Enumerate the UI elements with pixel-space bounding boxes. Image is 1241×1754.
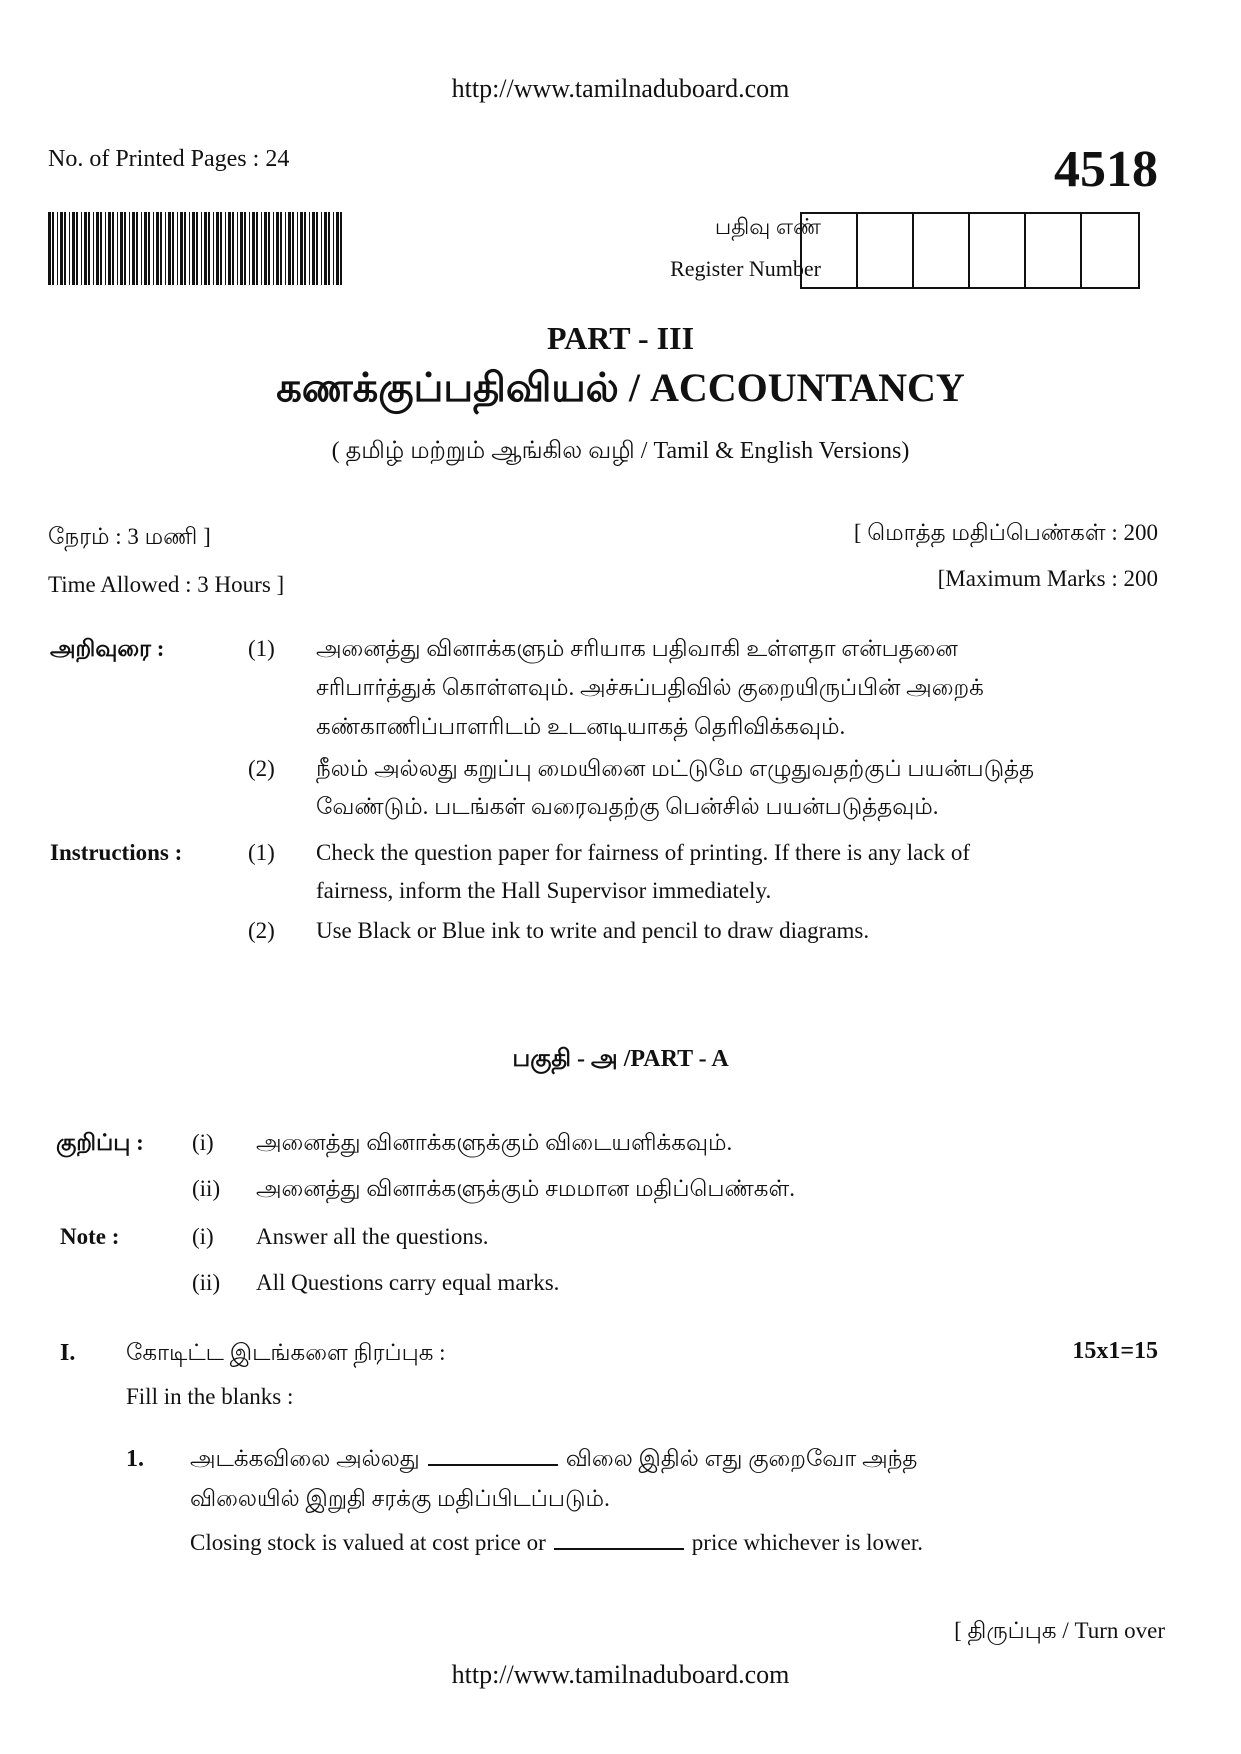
instruction-line: Use Black or Blue ink to write and pencil to draw diagrams. [316, 918, 870, 943]
register-digit-box[interactable] [970, 214, 1026, 287]
question-number: 1. [126, 1446, 144, 1472]
section-title-tamil: கோடிட்ட இடங்களை நிரப்புக : [126, 1340, 446, 1365]
note-text: அனைத்து வினாக்களுக்கும் விடையளிக்கவும். [256, 1130, 733, 1155]
instruction-number: (2) [248, 918, 275, 943]
register-label-english: Register Number [670, 256, 821, 281]
note-number: (ii) [192, 1270, 221, 1295]
note-text: All Questions carry equal marks. [256, 1270, 560, 1295]
turn-over-note: [ திருப்புக / Turn over [954, 1618, 1165, 1643]
instructions-english-label: Instructions : [50, 840, 183, 865]
instruction-line: வேண்டும். படங்கள் வரைவதற்கு பென்சில் பயன்படுத்தவும். [316, 794, 939, 819]
register-digit-box[interactable] [802, 214, 858, 287]
register-digit-box[interactable] [914, 214, 970, 287]
barcode [48, 212, 344, 285]
question-english-part-a: Closing stock is valued at cost price or [190, 1530, 546, 1555]
question-code: 4518 [1054, 141, 1158, 198]
note-text: அனைத்து வினாக்களுக்கும் சமமான மதிப்பெண்கள். [256, 1176, 795, 1201]
instruction-line: சரிபார்த்துக் கொள்ளவும். அச்சுப்பதிவில் குறையிருப்பின் அறைக் [316, 675, 984, 700]
versions-line: ( தமிழ் மற்றும் ஆங்கில வழி / Tamil & English Versions) [331, 438, 910, 464]
question-tamil-part-a: அடக்கவிலை அல்லது [190, 1446, 420, 1471]
marks-english: [Maximum Marks : 200 [937, 566, 1158, 591]
register-digit-box[interactable] [1082, 214, 1138, 287]
instruction-line: அனைத்து வினாக்களும் சரியாக பதிவாகி உள்ளதா என்பதனை [316, 636, 958, 661]
register-label-tamil: பதிவு எண் [714, 214, 821, 239]
question-tamil-line-2: விலையில் இறுதி சரக்கு மதிப்பிடப்படும். [190, 1486, 610, 1511]
section-title-english: Fill in the blanks : [126, 1384, 294, 1409]
section-marks: 15x1=15 [1072, 1338, 1158, 1364]
marks-tamil: [ மொத்த மதிப்பெண்கள் : 200 [853, 520, 1158, 545]
subject-title: கணக்குப்பதிவியல் / ACCOUNTANCY [276, 365, 965, 410]
question-tamil-line [190, 1446, 917, 1475]
part-title: PART - III [546, 320, 695, 356]
instruction-line: நீலம் அல்லது கறுப்பு மையினை மட்டுமே எழுதுவதற்குப் பயன்படுத்த [316, 756, 1035, 781]
printed-pages: No. of Printed Pages : 24 [48, 146, 290, 172]
answer-blank[interactable] [554, 1547, 684, 1550]
note-number: (ii) [192, 1176, 221, 1201]
instruction-line: கண்காணிப்பாளரிடம் உடனடியாகத் தெரிவிக்கவும். [316, 714, 846, 739]
time-english: Time Allowed : 3 Hours ] [48, 572, 285, 597]
register-digit-box[interactable] [858, 214, 914, 287]
part-a-heading: பகுதி - அ /PART - A [512, 1046, 729, 1072]
question-english-line [190, 1530, 923, 1556]
note-tamil-label: குறிப்பு : [56, 1130, 144, 1155]
instruction-number: (1) [248, 636, 275, 661]
source-url-bottom[interactable]: http://www.tamilnaduboard.com [451, 1660, 790, 1689]
question-english-part-b: price whichever is lower. [691, 1530, 923, 1555]
source-url-top[interactable]: http://www.tamilnaduboard.com [451, 74, 790, 103]
note-number: (i) [192, 1224, 214, 1249]
note-text: Answer all the questions. [256, 1224, 489, 1249]
note-number: (i) [192, 1130, 214, 1155]
instruction-number: (2) [248, 756, 275, 781]
instruction-line: fairness, inform the Hall Supervisor immediately. [316, 878, 772, 903]
note-english-label: Note : [60, 1224, 120, 1249]
answer-blank[interactable] [428, 1463, 558, 1466]
question-tamil-part-b: விலை இதில் எது குறைவோ அந்த [565, 1446, 918, 1471]
instruction-line: Check the question paper for fairness of printing. If there is any lack of [316, 840, 971, 865]
register-number-boxes[interactable] [800, 212, 1140, 289]
section-roman-numeral: I. [60, 1340, 76, 1366]
time-tamil: நேரம் : 3 மணி ] [48, 524, 211, 549]
instruction-number: (1) [248, 840, 275, 865]
instructions-tamil-label: அறிவுரை : [50, 636, 165, 661]
register-digit-box[interactable] [1026, 214, 1082, 287]
